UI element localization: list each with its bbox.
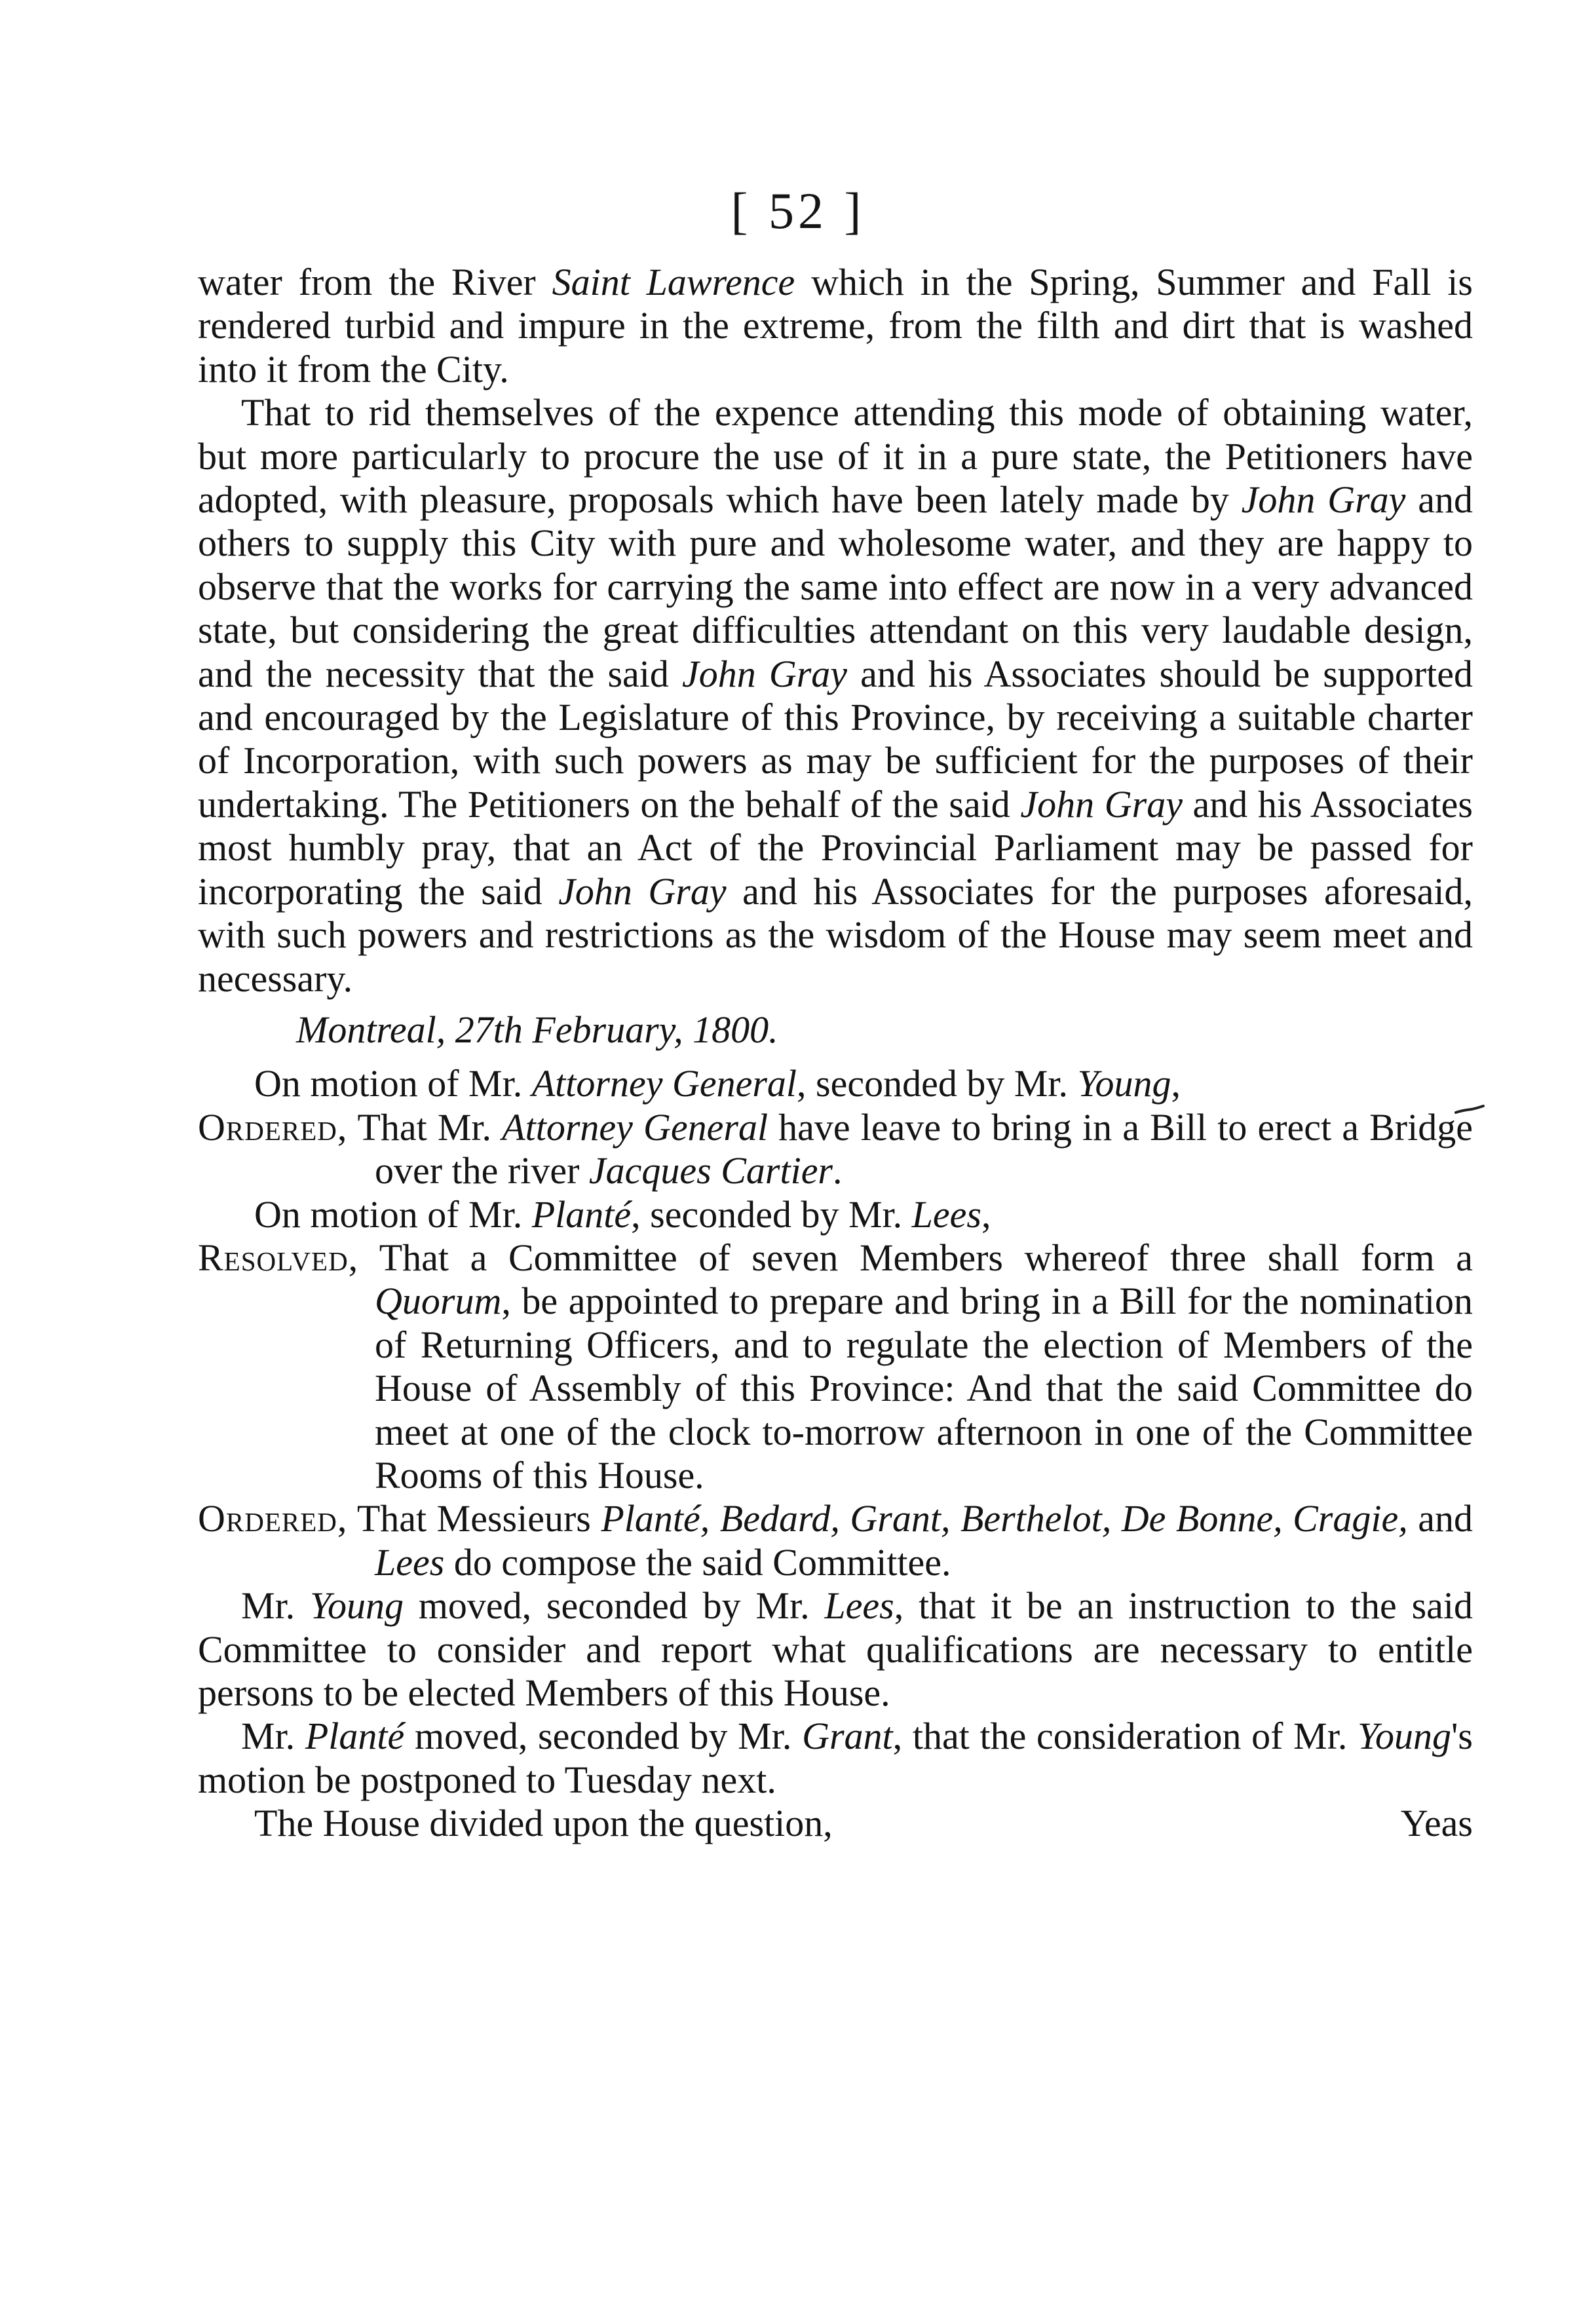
petition-part-5: and his Associates for the purposes aforesaid, with such powers and restrictions as the wisdom of the House may seem meet and necessary. [198,869,1473,1000]
resolved-part-1: That a Committee of seven Members whereof three shall form a [358,1236,1473,1279]
order-bridge-bill [198,1106,1473,1193]
resolution-committee [198,1236,1473,1497]
motion1-seconder: Young [1077,1062,1171,1105]
motion-plante-postpone [198,1715,1473,1802]
paragraph-petition [198,391,1473,1000]
page-number: [ 52 ] [731,182,865,239]
order2-part-2: and [1407,1497,1473,1540]
river-name: Saint Lawrence [552,261,795,303]
motion1-suffix: , [1171,1062,1181,1105]
paragraph1-text: water from the River [198,261,552,303]
resolved-label: Resolved, [198,1236,359,1279]
motion3-prefix: Mr. [241,1584,311,1628]
motion-attorney-general [198,1062,1473,1105]
resolved-quorum: Quorum [375,1280,502,1323]
motion1-prefix: On motion of Mr. [254,1062,532,1105]
order1-part-2: have leave to bring in a Bill to erect a Bridge over the river [375,1105,1473,1192]
petition-name-3: John Gray [1020,782,1183,826]
order2-names: Planté, Bedard, Grant, Berthelot, De Bonne, Cragie, [601,1497,1408,1540]
order1-name: Attorney General [502,1105,769,1149]
petition-part-1: That to rid themselves of the expence attending this mode of obtaining water, but more particularly to procure the use of it in a pure state, the Petitioners have adopted, with pleasure, proposals which have been lately made by [198,391,1473,522]
paragraph-water-source [198,261,1473,391]
order2-last-name: Lees [375,1540,445,1584]
petition-name-4: John Gray [558,869,727,913]
order2-part-1: That Messieurs [347,1497,601,1540]
motion4-rest: 's motion be postponed to Tuesday next. [198,1715,1473,1801]
order-committee-members [198,1497,1473,1584]
motion3-mover: Young [310,1584,404,1628]
division-line [198,1802,1473,1845]
petition-name-1: John Gray [1241,478,1406,522]
motion2-prefix: On motion of Mr. [254,1192,532,1236]
order1-label: Ordered, [198,1105,348,1149]
motion4-middle: moved, seconded by Mr. [404,1715,803,1758]
motion4-part-1: , that the consideration of Mr. [892,1715,1358,1758]
motion3-rest: , that it be an instruction to the said Committee to consider and report what qualifications are necessary to entitle persons to be elected Members of this House. [198,1584,1473,1714]
motion-plante [198,1193,1473,1236]
body-text [198,261,1473,1846]
motion2-middle: , seconded by Mr. [631,1192,912,1236]
petition-part-2: and others to supply this City with pure and wholesome water, and they are happy to observe that the works for carrying the same into effect are now in a very advanced state, but considering the great difficulties attendant on this very laudable design, and the necessity that the said [198,478,1473,695]
motion3-seconder: Lees [824,1584,894,1628]
order2-part-3: do compose the said Committee. [444,1540,951,1584]
order2-label: Ordered, [198,1497,348,1540]
motion2-seconder: Lees [911,1192,981,1236]
motion2-mover: Planté [531,1192,632,1236]
motion2-suffix: , [981,1192,991,1236]
order1-part-3: . [833,1149,843,1192]
motion4-name: Young [1358,1715,1451,1758]
petition-part-4: and his Associates most humbly pray, that an Act of the Provincial Parliament may be passed for incorporating the said [198,782,1473,913]
order1-river: Jacques Cartier [588,1149,833,1192]
motion4-mover: Planté [305,1715,405,1758]
ink-blot-mark [1454,1105,1485,1115]
catchword: Yeas [1400,1802,1473,1845]
paragraph1-rest: which in the Spring, Summer and Fall is rendered turbid and impure in the extreme, from the filth and dirt that is washed into it from the City. [198,261,1473,391]
motion1-middle: , seconded by Mr. [797,1062,1078,1105]
motion-young-instruction [198,1584,1473,1715]
motion1-mover: Attorney General [531,1062,797,1105]
petition-part-3: and his Associates should be supported and encouraged by the Legislature of this Province, by receiving a suitable charter of Incorporation, with such powers as may be sufficient for the purposes of their undertaking. The Petitioners on the behalf of the said [198,652,1473,826]
motion3-middle: moved, seconded by Mr. [403,1584,825,1628]
order1-part-1: That Mr. [347,1105,503,1149]
resolved-part-2: , be appointed to prepare and bring in a Bill for the nomination of Returning Officers, and to regulate the election of Members of the House of Assembly of this Province: And that the said Committee do meet at one of the clock to-morrow afternoon in one of the Committee Rooms of this House. [375,1280,1473,1496]
dateline: Montreal, 27th February, 1800. [296,1008,778,1051]
motion4-prefix: Mr. [241,1715,305,1758]
division-text: The House divided upon the question, [254,1802,833,1845]
motion4-seconder: Grant [802,1715,893,1758]
petition-name-2: John Gray [681,652,848,695]
